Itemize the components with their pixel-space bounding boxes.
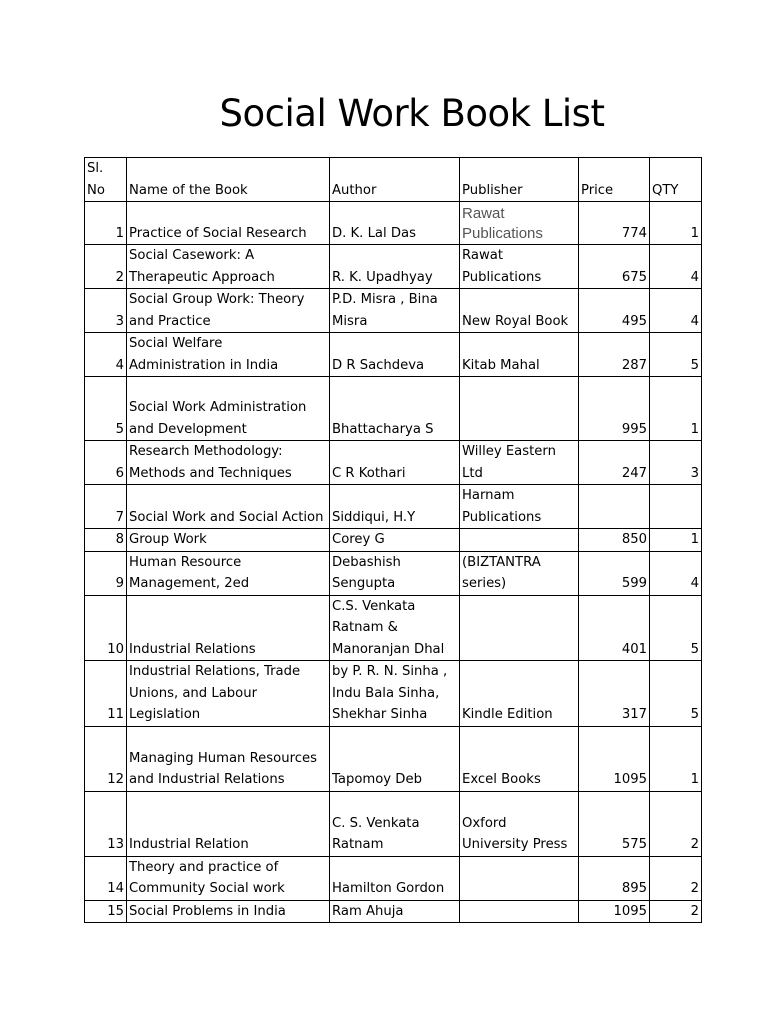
author-line: Misra bbox=[332, 313, 368, 329]
author-cell bbox=[330, 441, 460, 485]
book-name-cell bbox=[127, 441, 330, 485]
sl-no-cell: 15 bbox=[85, 900, 127, 923]
author-cell bbox=[330, 333, 460, 377]
table-row bbox=[85, 333, 702, 377]
price-cell: 995 bbox=[579, 377, 650, 441]
author-line: Ratnam & bbox=[332, 620, 398, 635]
sl-no-cell: 9 bbox=[85, 551, 127, 595]
publisher-cell bbox=[460, 441, 579, 485]
name-line: Management, 2ed bbox=[129, 576, 250, 591]
name-line: Human Resource bbox=[129, 554, 242, 570]
publisher-cell bbox=[460, 333, 579, 377]
table-row bbox=[85, 529, 702, 552]
sl-no-cell: 5 bbox=[85, 377, 127, 441]
sl-no-cell: 2 bbox=[85, 245, 127, 289]
header-sl-no: Sl. No bbox=[85, 158, 127, 202]
publisher-line: Publications bbox=[462, 269, 542, 285]
table-row bbox=[85, 441, 702, 485]
publisher-cell bbox=[460, 791, 579, 856]
table-row bbox=[85, 661, 702, 727]
publisher-cell bbox=[460, 202, 579, 245]
author-cell bbox=[330, 377, 460, 441]
qty-cell: 1 bbox=[650, 377, 702, 441]
publisher-line: Willey Eastern bbox=[462, 444, 556, 459]
author-cell bbox=[330, 551, 460, 595]
book-name-cell bbox=[127, 245, 330, 289]
author-line: Siddiqui, H.Y bbox=[332, 509, 416, 525]
name-line: Social Work and Social Action bbox=[129, 509, 324, 525]
author-line: by P. R. N. Sinha , bbox=[332, 664, 448, 679]
price-cell: 1095 bbox=[579, 726, 650, 791]
publisher-line: Kitab Mahal bbox=[462, 357, 540, 373]
author-cell bbox=[330, 529, 460, 552]
name-line: Administration in India bbox=[129, 357, 279, 373]
name-line: Legislation bbox=[129, 707, 201, 722]
publisher-cell bbox=[460, 485, 579, 529]
book-name-cell bbox=[127, 485, 330, 529]
qty-cell: 3 bbox=[650, 441, 702, 485]
book-name-cell bbox=[127, 333, 330, 377]
book-list-table bbox=[84, 157, 702, 923]
publisher-line: Publications bbox=[462, 509, 542, 525]
author-line: P.D. Misra , Bina bbox=[332, 292, 438, 307]
name-line: Managing Human Resources bbox=[129, 750, 317, 766]
publisher-cell bbox=[460, 377, 579, 441]
sl-no-cell: 8 bbox=[85, 529, 127, 552]
name-line: Industrial Relation bbox=[129, 837, 249, 852]
author-line: Tapomoy Deb bbox=[332, 772, 422, 787]
name-line: Unions, and Labour bbox=[129, 685, 258, 701]
name-line: Industrial Relations bbox=[129, 641, 256, 657]
price-cell: 495 bbox=[579, 289, 650, 333]
publisher-line: Publications bbox=[462, 225, 543, 242]
publisher-line: Kindle Edition bbox=[462, 707, 553, 722]
sl-no-cell: 14 bbox=[85, 856, 127, 900]
name-line: Methods and Techniques bbox=[129, 465, 292, 481]
table-row bbox=[85, 791, 702, 856]
author-line: D R Sachdeva bbox=[332, 357, 425, 373]
qty-cell: 1 bbox=[650, 529, 702, 552]
publisher-line: Oxford bbox=[462, 815, 507, 831]
qty-cell: 2 bbox=[650, 856, 702, 900]
name-line: and Development bbox=[129, 421, 247, 437]
author-line: C R Kothari bbox=[332, 465, 406, 481]
header-publisher: Publisher bbox=[460, 158, 579, 202]
publisher-cell bbox=[460, 245, 579, 289]
book-name-cell bbox=[127, 551, 330, 595]
sl-no-cell: 13 bbox=[85, 791, 127, 856]
qty-cell: 4 bbox=[650, 245, 702, 289]
qty-cell: 2 bbox=[650, 900, 702, 923]
author-line: Corey G bbox=[332, 532, 385, 547]
book-name-cell bbox=[127, 377, 330, 441]
table-row bbox=[85, 245, 702, 289]
publisher-cell bbox=[460, 661, 579, 727]
qty-cell: 2 bbox=[650, 791, 702, 856]
sl-no-cell: 10 bbox=[85, 595, 127, 661]
sl-no-cell: 12 bbox=[85, 726, 127, 791]
author-line: Bhattacharya S bbox=[332, 421, 434, 437]
qty-cell: 5 bbox=[650, 595, 702, 661]
name-line: Theory and practice of bbox=[129, 859, 279, 875]
author-line: Indu Bala Sinha, bbox=[332, 685, 440, 701]
book-name-cell bbox=[127, 900, 330, 923]
publisher-cell bbox=[460, 900, 579, 923]
author-line: Sengupta bbox=[332, 576, 396, 591]
price-cell: 247 bbox=[579, 441, 650, 485]
book-name-cell bbox=[127, 529, 330, 552]
book-name-cell bbox=[127, 661, 330, 727]
publisher-line: Excel Books bbox=[462, 772, 541, 787]
publisher-line: Rawat bbox=[462, 248, 503, 263]
table-row bbox=[85, 900, 702, 923]
name-line: Community Social work bbox=[129, 881, 285, 896]
sl-no-cell: 4 bbox=[85, 333, 127, 377]
publisher-cell bbox=[460, 529, 579, 552]
author-cell bbox=[330, 202, 460, 245]
author-line: D. K. Lal Das bbox=[332, 225, 416, 241]
price-cell bbox=[579, 485, 650, 529]
author-cell bbox=[330, 661, 460, 727]
name-line: and Industrial Relations bbox=[129, 772, 285, 787]
table-row bbox=[85, 726, 702, 791]
sl-no-cell: 1 bbox=[85, 202, 127, 245]
author-cell bbox=[330, 900, 460, 923]
author-cell bbox=[330, 245, 460, 289]
price-cell: 1095 bbox=[579, 900, 650, 923]
table-row bbox=[85, 551, 702, 595]
table-row bbox=[85, 485, 702, 529]
author-cell bbox=[330, 856, 460, 900]
qty-cell: 1 bbox=[650, 726, 702, 791]
publisher-line: Rawat bbox=[462, 205, 505, 222]
price-cell: 317 bbox=[579, 661, 650, 727]
price-cell: 401 bbox=[579, 595, 650, 661]
publisher-line: series) bbox=[462, 576, 507, 591]
author-cell bbox=[330, 289, 460, 333]
name-line: Social Welfare bbox=[129, 336, 223, 351]
qty-cell: 5 bbox=[650, 661, 702, 727]
author-line: C.S. Venkata bbox=[332, 598, 416, 614]
publisher-line: University Press bbox=[462, 837, 568, 852]
author-cell bbox=[330, 485, 460, 529]
price-cell: 599 bbox=[579, 551, 650, 595]
publisher-line: New Royal Book bbox=[462, 313, 569, 329]
publisher-line: Ltd bbox=[462, 465, 483, 481]
author-line: Debashish bbox=[332, 554, 401, 570]
table-row bbox=[85, 289, 702, 333]
publisher-cell bbox=[460, 726, 579, 791]
qty-cell: 4 bbox=[650, 551, 702, 595]
price-cell: 850 bbox=[579, 529, 650, 552]
publisher-line: Harnam bbox=[462, 488, 515, 503]
header-author: Author bbox=[330, 158, 460, 202]
author-cell bbox=[330, 726, 460, 791]
price-cell: 575 bbox=[579, 791, 650, 856]
header-row bbox=[85, 158, 702, 202]
sl-no-cell: 11 bbox=[85, 661, 127, 727]
header-qty: QTY bbox=[650, 158, 702, 202]
name-line: Social Group Work: Theory bbox=[129, 292, 305, 307]
name-line: Industrial Relations, Trade bbox=[129, 664, 301, 679]
book-name-cell bbox=[127, 202, 330, 245]
sl-no-cell: 6 bbox=[85, 441, 127, 485]
name-line: Group Work bbox=[129, 532, 207, 547]
author-line: Shekhar Sinha bbox=[332, 707, 428, 722]
page-title: Social Work Book List bbox=[219, 92, 605, 135]
author-line: Ratnam bbox=[332, 837, 384, 852]
name-line: Research Methodology: bbox=[129, 444, 283, 459]
name-line: and Practice bbox=[129, 313, 211, 329]
publisher-cell bbox=[460, 595, 579, 661]
qty-cell: 1 bbox=[650, 202, 702, 245]
author-line: Ram Ahuja bbox=[332, 903, 404, 919]
name-line: Social Problems in India bbox=[129, 903, 286, 919]
book-name-cell bbox=[127, 791, 330, 856]
price-cell: 774 bbox=[579, 202, 650, 245]
price-cell: 895 bbox=[579, 856, 650, 900]
author-line: Manoranjan Dhal bbox=[332, 641, 445, 657]
table-row bbox=[85, 202, 702, 245]
book-name-cell bbox=[127, 726, 330, 791]
name-line: Therapeutic Approach bbox=[129, 269, 275, 285]
qty-cell bbox=[650, 485, 702, 529]
sl-no-cell: 7 bbox=[85, 485, 127, 529]
sl-no-cell: 3 bbox=[85, 289, 127, 333]
publisher-cell bbox=[460, 856, 579, 900]
price-cell: 675 bbox=[579, 245, 650, 289]
author-line: R. K. Upadhyay bbox=[332, 269, 433, 285]
publisher-cell bbox=[460, 289, 579, 333]
publisher-cell bbox=[460, 551, 579, 595]
header-price: Price bbox=[579, 158, 650, 202]
book-name-cell bbox=[127, 856, 330, 900]
author-line: C. S. Venkata bbox=[332, 815, 420, 831]
qty-cell: 4 bbox=[650, 289, 702, 333]
table-row bbox=[85, 377, 702, 441]
header-name: Name of the Book bbox=[127, 158, 330, 202]
author-cell bbox=[330, 595, 460, 661]
name-line: Social Casework: A bbox=[129, 248, 255, 263]
table-row bbox=[85, 856, 702, 900]
name-line: Practice of Social Research bbox=[129, 225, 307, 241]
qty-cell: 5 bbox=[650, 333, 702, 377]
book-name-cell bbox=[127, 595, 330, 661]
table-row bbox=[85, 595, 702, 661]
book-name-cell bbox=[127, 289, 330, 333]
name-line: Social Work Administration bbox=[129, 400, 307, 415]
author-cell bbox=[330, 791, 460, 856]
publisher-line: (BIZTANTRA bbox=[462, 554, 541, 570]
price-cell: 287 bbox=[579, 333, 650, 377]
author-line: Hamilton Gordon bbox=[332, 881, 445, 896]
